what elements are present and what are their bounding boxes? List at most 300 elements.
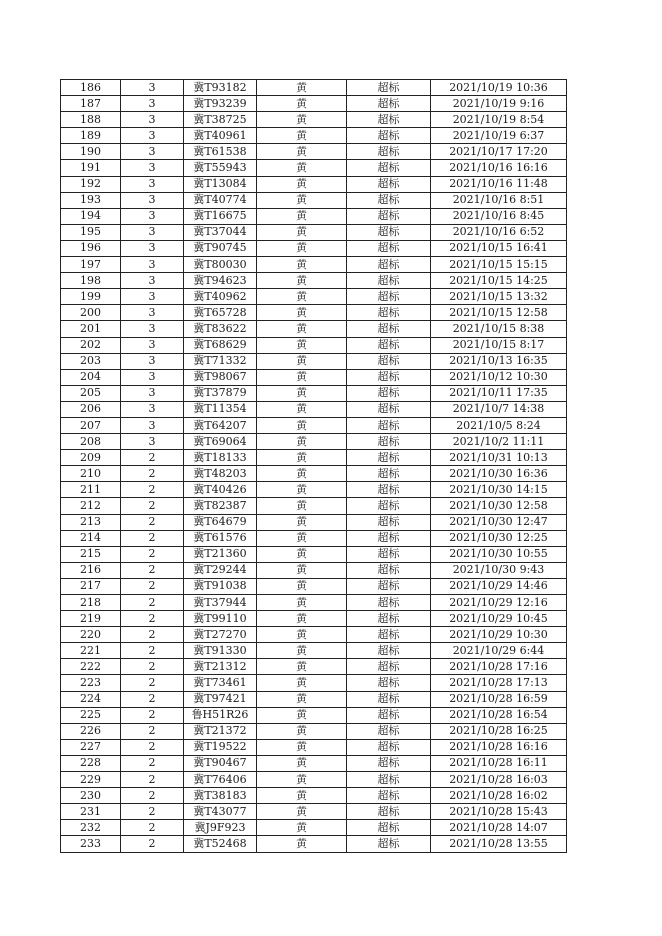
count-cell: 2 [121,498,184,514]
plate-number-cell: 冀T40774 [184,192,257,208]
count-cell: 2 [121,578,184,594]
plate-color-cell: 黄 [257,498,347,514]
plate-number-cell: 冀T64207 [184,417,257,433]
datetime-cell: 2021/10/12 10:30 [431,369,567,385]
table-row [61,466,567,482]
table-row [61,659,567,675]
status-cell: 超标 [347,385,431,401]
plate-number-cell: 冀T65728 [184,305,257,321]
datetime-cell: 2021/10/28 16:03 [431,772,567,788]
count-cell: 2 [121,482,184,498]
table-row [61,482,567,498]
row-number-cell: 194 [61,208,121,224]
plate-color-cell: 黄 [257,772,347,788]
table-row [61,691,567,707]
plate-color-cell: 黄 [257,112,347,128]
datetime-cell: 2021/10/15 16:41 [431,240,567,256]
plate-number-cell: 冀T61576 [184,530,257,546]
plate-color-cell: 黄 [257,788,347,804]
records-table [60,79,567,853]
status-cell: 超标 [347,675,431,691]
plate-color-cell: 黄 [257,691,347,707]
row-number-cell: 193 [61,192,121,208]
datetime-cell: 2021/10/28 17:16 [431,659,567,675]
row-number-cell: 195 [61,224,121,240]
datetime-cell: 2021/10/19 9:16 [431,96,567,112]
count-cell: 2 [121,530,184,546]
status-cell: 超标 [347,160,431,176]
plate-color-cell: 黄 [257,128,347,144]
status-cell: 超标 [347,321,431,337]
row-number-cell: 214 [61,530,121,546]
plate-color-cell: 黄 [257,144,347,160]
datetime-cell: 2021/10/2 11:11 [431,434,567,450]
row-number-cell: 209 [61,450,121,466]
plate-number-cell: 冀T76406 [184,772,257,788]
plate-color-cell: 黄 [257,707,347,723]
table-row [61,498,567,514]
datetime-cell: 2021/10/15 8:17 [431,337,567,353]
count-cell: 3 [121,112,184,128]
table-row [61,434,567,450]
plate-number-cell: 冀T21360 [184,546,257,562]
status-cell: 超标 [347,739,431,755]
plate-color-cell: 黄 [257,417,347,433]
plate-color-cell: 黄 [257,546,347,562]
table-row [61,160,567,176]
count-cell: 2 [121,643,184,659]
status-cell: 超标 [347,772,431,788]
count-cell: 3 [121,417,184,433]
plate-number-cell: 冀T43077 [184,804,257,820]
row-number-cell: 206 [61,401,121,417]
plate-number-cell: 冀T19522 [184,739,257,755]
plate-color-cell: 黄 [257,739,347,755]
count-cell: 3 [121,257,184,273]
plate-color-cell: 黄 [257,305,347,321]
table-row [61,176,567,192]
plate-number-cell: 冀T37944 [184,595,257,611]
table-row [61,578,567,594]
plate-number-cell: 冀T68629 [184,337,257,353]
table-row [61,788,567,804]
status-cell: 超标 [347,176,431,192]
count-cell: 2 [121,450,184,466]
table-row [61,643,567,659]
count-cell: 3 [121,369,184,385]
count-cell: 3 [121,434,184,450]
status-cell: 超标 [347,659,431,675]
plate-color-cell: 黄 [257,627,347,643]
datetime-cell: 2021/10/19 8:54 [431,112,567,128]
status-cell: 超标 [347,417,431,433]
row-number-cell: 199 [61,289,121,305]
datetime-cell: 2021/10/16 8:45 [431,208,567,224]
status-cell: 超标 [347,289,431,305]
status-cell: 超标 [347,578,431,594]
count-cell: 3 [121,289,184,305]
datetime-cell: 2021/10/30 12:25 [431,530,567,546]
row-number-cell: 215 [61,546,121,562]
datetime-cell: 2021/10/28 16:54 [431,707,567,723]
datetime-cell: 2021/10/19 6:37 [431,128,567,144]
status-cell: 超标 [347,707,431,723]
datetime-cell: 2021/10/29 14:46 [431,578,567,594]
plate-number-cell: 冀T91330 [184,643,257,659]
datetime-cell: 2021/10/29 10:30 [431,627,567,643]
row-number-cell: 212 [61,498,121,514]
table-row [61,772,567,788]
count-cell: 2 [121,595,184,611]
plate-color-cell: 黄 [257,723,347,739]
status-cell: 超标 [347,691,431,707]
plate-color-cell: 黄 [257,96,347,112]
table-row [61,305,567,321]
datetime-cell: 2021/10/15 12:58 [431,305,567,321]
plate-number-cell: 冀T64679 [184,514,257,530]
plate-color-cell: 黄 [257,578,347,594]
row-number-cell: 190 [61,144,121,160]
datetime-cell: 2021/10/16 6:52 [431,224,567,240]
row-number-cell: 208 [61,434,121,450]
datetime-cell: 2021/10/30 12:58 [431,498,567,514]
datetime-cell: 2021/10/15 15:15 [431,257,567,273]
table-row [61,192,567,208]
plate-number-cell: 冀T93182 [184,80,257,96]
row-number-cell: 210 [61,466,121,482]
datetime-cell: 2021/10/30 14:15 [431,482,567,498]
plate-color-cell: 黄 [257,257,347,273]
plate-number-cell: 冀T93239 [184,96,257,112]
plate-number-cell: 冀T52468 [184,836,257,852]
table-row [61,611,567,627]
count-cell: 2 [121,659,184,675]
status-cell: 超标 [347,755,431,771]
status-cell: 超标 [347,627,431,643]
table-row [61,208,567,224]
plate-color-cell: 黄 [257,208,347,224]
datetime-cell: 2021/10/11 17:35 [431,385,567,401]
status-cell: 超标 [347,401,431,417]
table-row [61,321,567,337]
plate-number-cell: 冀T97421 [184,691,257,707]
datetime-cell: 2021/10/28 13:55 [431,836,567,852]
row-number-cell: 221 [61,643,121,659]
plate-number-cell: 冀T83622 [184,321,257,337]
table-row [61,546,567,562]
row-number-cell: 233 [61,836,121,852]
plate-number-cell: 冀T99110 [184,611,257,627]
table-row [61,144,567,160]
row-number-cell: 229 [61,772,121,788]
status-cell: 超标 [347,611,431,627]
row-number-cell: 217 [61,578,121,594]
count-cell: 3 [121,385,184,401]
count-cell: 3 [121,144,184,160]
plate-number-cell: 冀T94623 [184,273,257,289]
status-cell: 超标 [347,144,431,160]
count-cell: 3 [121,224,184,240]
count-cell: 2 [121,820,184,836]
count-cell: 2 [121,723,184,739]
table-row [61,224,567,240]
row-number-cell: 202 [61,337,121,353]
table-row [61,96,567,112]
datetime-cell: 2021/10/30 9:43 [431,562,567,578]
count-cell: 3 [121,305,184,321]
row-number-cell: 198 [61,273,121,289]
status-cell: 超标 [347,788,431,804]
status-cell: 超标 [347,257,431,273]
datetime-cell: 2021/10/15 14:25 [431,273,567,289]
row-number-cell: 196 [61,240,121,256]
datetime-cell: 2021/10/16 8:51 [431,192,567,208]
datetime-cell: 2021/10/15 8:38 [431,321,567,337]
datetime-cell: 2021/10/29 6:44 [431,643,567,659]
plate-color-cell: 黄 [257,755,347,771]
plate-number-cell: 冀T13084 [184,176,257,192]
table-row [61,385,567,401]
plate-color-cell: 黄 [257,224,347,240]
plate-number-cell: 冀T61538 [184,144,257,160]
datetime-cell: 2021/10/28 16:25 [431,723,567,739]
count-cell: 2 [121,755,184,771]
plate-color-cell: 黄 [257,820,347,836]
plate-color-cell: 黄 [257,595,347,611]
datetime-cell: 2021/10/28 15:43 [431,804,567,820]
count-cell: 2 [121,804,184,820]
row-number-cell: 188 [61,112,121,128]
row-number-cell: 213 [61,514,121,530]
count-cell: 2 [121,466,184,482]
datetime-cell: 2021/10/28 14:07 [431,820,567,836]
row-number-cell: 216 [61,562,121,578]
plate-number-cell: 冀T48203 [184,466,257,482]
status-cell: 超标 [347,498,431,514]
datetime-cell: 2021/10/28 16:02 [431,788,567,804]
plate-number-cell: 冀T55943 [184,160,257,176]
status-cell: 超标 [347,804,431,820]
status-cell: 超标 [347,820,431,836]
plate-color-cell: 黄 [257,369,347,385]
table-row [61,836,567,852]
plate-number-cell: 冀T71332 [184,353,257,369]
table-row [61,369,567,385]
plate-color-cell: 黄 [257,450,347,466]
plate-color-cell: 黄 [257,289,347,305]
status-cell: 超标 [347,128,431,144]
status-cell: 超标 [347,836,431,852]
plate-number-cell: 冀T40426 [184,482,257,498]
row-number-cell: 230 [61,788,121,804]
plate-number-cell: 鲁H51R26 [184,707,257,723]
table-row [61,273,567,289]
row-number-cell: 201 [61,321,121,337]
status-cell: 超标 [347,482,431,498]
plate-number-cell: 冀T16675 [184,208,257,224]
count-cell: 2 [121,772,184,788]
row-number-cell: 220 [61,627,121,643]
plate-color-cell: 黄 [257,675,347,691]
status-cell: 超标 [347,240,431,256]
datetime-cell: 2021/10/15 13:32 [431,289,567,305]
row-number-cell: 187 [61,96,121,112]
count-cell: 2 [121,562,184,578]
plate-number-cell: 冀T69064 [184,434,257,450]
plate-number-cell: 冀T21372 [184,723,257,739]
count-cell: 2 [121,707,184,723]
status-cell: 超标 [347,96,431,112]
status-cell: 超标 [347,112,431,128]
plate-number-cell: 冀T40962 [184,289,257,305]
row-number-cell: 192 [61,176,121,192]
table-row [61,755,567,771]
table-row [61,289,567,305]
plate-color-cell: 黄 [257,273,347,289]
status-cell: 超标 [347,466,431,482]
records-table-body [61,80,567,853]
datetime-cell: 2021/10/16 11:48 [431,176,567,192]
datetime-cell: 2021/10/7 14:38 [431,401,567,417]
status-cell: 超标 [347,514,431,530]
plate-number-cell: 冀T18133 [184,450,257,466]
count-cell: 3 [121,401,184,417]
plate-number-cell: 冀T37879 [184,385,257,401]
table-row [61,337,567,353]
row-number-cell: 224 [61,691,121,707]
plate-color-cell: 黄 [257,466,347,482]
count-cell: 2 [121,836,184,852]
plate-color-cell: 黄 [257,836,347,852]
status-cell: 超标 [347,450,431,466]
plate-number-cell: 冀T98067 [184,369,257,385]
table-row [61,257,567,273]
datetime-cell: 2021/10/17 17:20 [431,144,567,160]
count-cell: 3 [121,160,184,176]
plate-color-cell: 黄 [257,482,347,498]
count-cell: 2 [121,514,184,530]
status-cell: 超标 [347,192,431,208]
row-number-cell: 226 [61,723,121,739]
row-number-cell: 223 [61,675,121,691]
row-number-cell: 207 [61,417,121,433]
row-number-cell: 227 [61,739,121,755]
datetime-cell: 2021/10/28 16:11 [431,755,567,771]
count-cell: 3 [121,96,184,112]
status-cell: 超标 [347,530,431,546]
table-row [61,401,567,417]
plate-color-cell: 黄 [257,611,347,627]
row-number-cell: 228 [61,755,121,771]
plate-number-cell: 冀T21312 [184,659,257,675]
row-number-cell: 205 [61,385,121,401]
count-cell: 2 [121,611,184,627]
plate-color-cell: 黄 [257,434,347,450]
plate-color-cell: 黄 [257,192,347,208]
row-number-cell: 231 [61,804,121,820]
status-cell: 超标 [347,434,431,450]
plate-number-cell: 冀T38183 [184,788,257,804]
table-row [61,675,567,691]
count-cell: 2 [121,691,184,707]
table-row [61,417,567,433]
table-row [61,723,567,739]
plate-color-cell: 黄 [257,240,347,256]
row-number-cell: 203 [61,353,121,369]
count-cell: 3 [121,353,184,369]
plate-number-cell: 冀T82387 [184,498,257,514]
row-number-cell: 225 [61,707,121,723]
count-cell: 2 [121,675,184,691]
datetime-cell: 2021/10/28 16:16 [431,739,567,755]
plate-number-cell: 冀J9F923 [184,820,257,836]
datetime-cell: 2021/10/30 16:36 [431,466,567,482]
status-cell: 超标 [347,208,431,224]
table-row [61,804,567,820]
table-row [61,627,567,643]
status-cell: 超标 [347,595,431,611]
count-cell: 3 [121,128,184,144]
plate-color-cell: 黄 [257,321,347,337]
datetime-cell: 2021/10/19 10:36 [431,80,567,96]
status-cell: 超标 [347,80,431,96]
row-number-cell: 186 [61,80,121,96]
table-row [61,514,567,530]
status-cell: 超标 [347,353,431,369]
plate-color-cell: 黄 [257,353,347,369]
row-number-cell: 189 [61,128,121,144]
datetime-cell: 2021/10/29 12:16 [431,595,567,611]
plate-number-cell: 冀T80030 [184,257,257,273]
row-number-cell: 200 [61,305,121,321]
row-number-cell: 204 [61,369,121,385]
plate-number-cell: 冀T90745 [184,240,257,256]
count-cell: 3 [121,273,184,289]
row-number-cell: 191 [61,160,121,176]
count-cell: 3 [121,240,184,256]
row-number-cell: 211 [61,482,121,498]
datetime-cell: 2021/10/30 12:47 [431,514,567,530]
row-number-cell: 222 [61,659,121,675]
plate-color-cell: 黄 [257,643,347,659]
plate-color-cell: 黄 [257,385,347,401]
row-number-cell: 218 [61,595,121,611]
plate-number-cell: 冀T27270 [184,627,257,643]
row-number-cell: 232 [61,820,121,836]
status-cell: 超标 [347,224,431,240]
row-number-cell: 197 [61,257,121,273]
plate-number-cell: 冀T29244 [184,562,257,578]
table-row [61,739,567,755]
table-row [61,530,567,546]
plate-color-cell: 黄 [257,401,347,417]
table-row [61,450,567,466]
plate-number-cell: 冀T90467 [184,755,257,771]
count-cell: 3 [121,321,184,337]
status-cell: 超标 [347,337,431,353]
count-cell: 3 [121,176,184,192]
plate-color-cell: 黄 [257,659,347,675]
plate-color-cell: 黄 [257,514,347,530]
plate-color-cell: 黄 [257,160,347,176]
table-row [61,128,567,144]
plate-color-cell: 黄 [257,562,347,578]
table-row [61,80,567,96]
table-row [61,112,567,128]
table-row [61,562,567,578]
plate-number-cell: 冀T91038 [184,578,257,594]
table-row [61,820,567,836]
